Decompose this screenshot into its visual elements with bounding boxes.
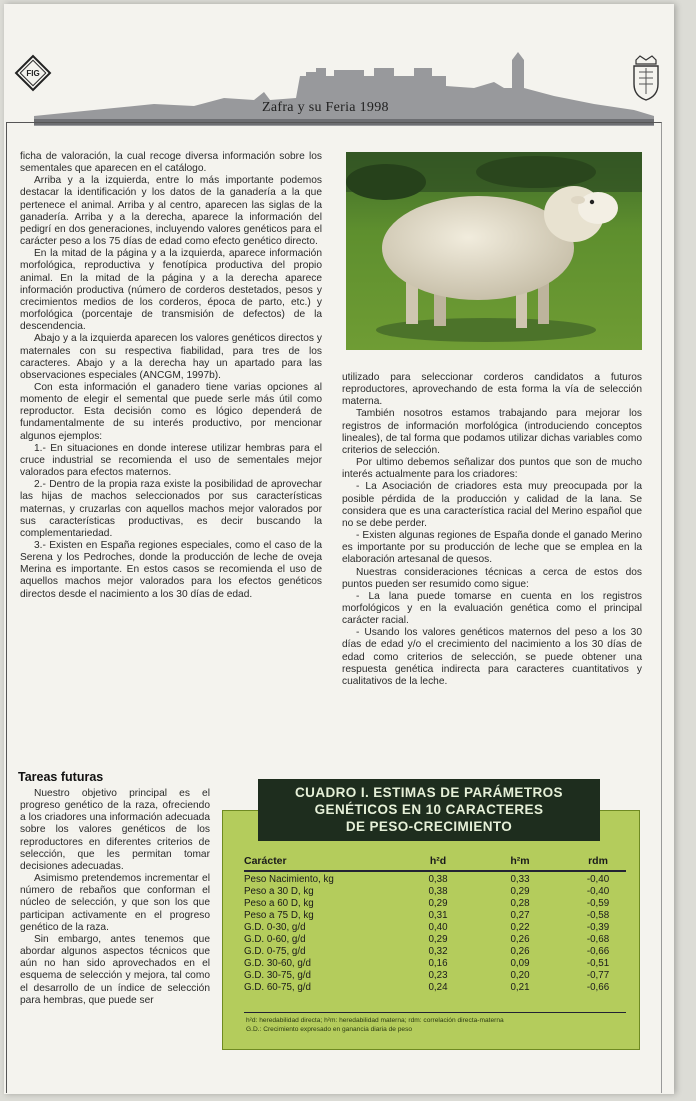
table-cell: -0,58 <box>586 910 610 921</box>
table-row <box>244 874 626 886</box>
table-cell: -0,68 <box>586 934 610 945</box>
table-footnote-line: h²d: heredabilidad directa; h²m: heredabilidad materna; rdm: correlación directa-materna <box>246 1017 504 1024</box>
table-header-cell: h²m <box>510 855 530 867</box>
paragraph: 2.- Dentro de la propia raza existe la posibilidad de aprovechar las hijas de machos seleccionados por sus características maternas, y cruzarlas con aquellos machos mejor valorados por sus características productivas, es decir buscando la complementariedad. <box>20 479 322 539</box>
table-cell: 0,31 <box>428 910 448 921</box>
table-rule <box>244 1012 626 1013</box>
column-right <box>342 372 642 688</box>
paragraph: También nosotros estamos trabajando para mejorar los registros de información morfológica (introduciendo conceptos lineales), de tal forma que podamos utilizar dichas variables como criterios de selección. <box>342 408 642 456</box>
table-row <box>244 910 626 922</box>
paragraph: Abajo y a la izquierda aparecen los valores genéticos directos y maternales con su respectiva fiabilidad, para tres de los caracteres. Abajo y a la derecha hay un apartado para las observaciones especiales (ANCGM, 1997b). <box>20 333 322 381</box>
table-cell: -0,39 <box>586 922 610 933</box>
table-cell: -0,40 <box>586 886 610 897</box>
sheep-photo <box>346 152 642 350</box>
table-cell: G.D. 60-75, g/d <box>244 982 311 993</box>
table-cell: 0,27 <box>510 910 530 921</box>
table-cell: G.D. 30-75, g/d <box>244 970 311 981</box>
table-title-line: GENÉTICOS EN 10 CARACTERES <box>314 802 544 817</box>
table-cell: G.D. 0-60, g/d <box>244 934 306 945</box>
table-cell: -0,66 <box>586 946 610 957</box>
table-cell: -0,77 <box>586 970 610 981</box>
table-cell: 0,16 <box>428 958 448 969</box>
table-cell: 0,09 <box>510 958 530 969</box>
logo-left-text: FIG <box>26 69 40 78</box>
table-cell: 0,28 <box>510 898 530 909</box>
paragraph: 3.- Existen en España regiones especiales, como el caso de la Serena y los Pedroches, donde la producción de leche de oveja Merina es importante. En estos casos se recomienda el uso de aquellos machos mejor valorados para los efectos genéticos directos desde el nacimiento a los 30 días de edad. <box>20 540 322 600</box>
table-header-cell: h²d <box>429 855 447 867</box>
table-cell: 0,20 <box>510 970 530 981</box>
paragraph: - Existen algunas regiones de España donde el ganado Merino es importante por su producción de leche que se emplea en la elaboración artesanal de quesos. <box>342 530 642 566</box>
table-cell: -0,66 <box>586 982 610 993</box>
table-body <box>244 874 626 994</box>
paragraph: - La Asociación de criadores esta muy preocupada por la posible pérdida de la producción y calidad de la lana. Se considera que es una característica racial del Merino español que no se debe perder. <box>342 481 642 529</box>
table-cell: 0,40 <box>428 922 448 933</box>
page <box>4 4 674 1094</box>
page-title: Zafra y su Feria 1998 <box>262 100 389 115</box>
table-title <box>258 779 600 841</box>
table-cell: -0,51 <box>586 958 610 969</box>
table-cell: 0,23 <box>428 970 448 981</box>
table-cell: G.D. 0-75, g/d <box>244 946 306 957</box>
table-row <box>244 970 626 982</box>
column-bottom-left <box>20 788 210 1007</box>
table-cell: 0,29 <box>428 898 448 909</box>
table-cell: 0,38 <box>428 874 448 885</box>
table-header-row <box>244 854 626 872</box>
table-row <box>244 886 626 898</box>
paragraph: Con esta información el ganadero tiene varias opciones al momento de elegir el semental que puede serle más útil como reproductor. Esta decisión como es lógico dependerá de fundamentalmente de su interés productivo, por mencionar algunos ejemplos: <box>20 381 322 442</box>
table-cell: 0,24 <box>428 982 448 993</box>
fig-logo <box>12 52 54 94</box>
table-row <box>244 922 626 934</box>
paragraph: utilizado para seleccionar corderos candidatos a futuros reproductores, aprovechando de esta forma la vía de selección materna. <box>342 372 642 408</box>
table-title-line: DE PESO-CRECIMIENTO <box>345 819 513 834</box>
paragraph: - Usando los valores genéticos maternos del peso a los 30 días de edad y/o el crecimiento del nacimiento a los 30 días de edad como criterios de selección, se puede obtener una respuesta genética indirecta para caracteres cuantitativos y cualitativos de la leche. <box>342 627 642 687</box>
table-cell: 0,29 <box>510 886 530 897</box>
paragraph: Por ultimo debemos señalizar dos puntos que son de mucho interés actualmente para los criadores: <box>342 457 642 481</box>
table-footnote-line: G.D.: Crecimiento expresado en ganancia diaria de peso <box>246 1026 413 1033</box>
paragraph: Nuestras consideraciones técnicas a cerca de estos dos puntos pueden ser resumido como sigue: <box>342 566 642 590</box>
table-footnote <box>246 1016 626 1034</box>
table-header-cell: Carácter <box>244 855 287 867</box>
table-cell: 0,26 <box>510 934 530 945</box>
column-left <box>20 151 322 601</box>
coat-of-arms-icon <box>630 54 662 102</box>
table-cell: 0,33 <box>510 874 530 885</box>
table-cell: 0,26 <box>510 946 530 957</box>
table-cell: G.D. 30-60, g/d <box>244 958 311 969</box>
table-row <box>244 982 626 994</box>
table-title-line: CUADRO I. ESTIMAS DE PARÁMETROS <box>295 785 563 800</box>
table-cell: 0,29 <box>428 934 448 945</box>
table-cell: 0,38 <box>428 886 448 897</box>
table-cell: Peso a 30 D, kg <box>244 886 314 897</box>
table-row <box>244 934 626 946</box>
table-cell: 0,32 <box>428 946 448 957</box>
table-cell: -0,59 <box>586 898 610 909</box>
paragraph: 1.- En situaciones en donde interese utilizar hembras para el cruce industrial se recomienda el uso de sementales mejor valorados para efectos maternos. <box>20 442 322 479</box>
paragraph: Arriba y a la izquierda, entre lo más importante podemos destacar la identificación y los datos de la ganadería a la que pertenece el animal. Arriba y al centro, aparecen las siglas de la ganadería. Arriba y a la derecha, aparece la información del pedigrí en dos generaciones, incluyendo valores genéticos para el carácter peso a los 75 días de edad como efecto genético directo. <box>20 175 322 248</box>
table-cell: G.D. 0-30, g/d <box>244 922 306 933</box>
paragraph: Sin embargo, antes tenemos que abordar algunos aspectos técnicos que aún no han sido aprovechados en el esquema de selección y mejora, tal como el desarrollo de un índice de selección para hembras, que puede ser <box>20 933 210 1006</box>
table-row <box>244 946 626 958</box>
table-cell: -0,40 <box>586 874 610 885</box>
paragraph: En la mitad de la página y a la izquierda, aparece información morfológica, reproductiva y fenotípica productiva del propio animal. En la mitad de la página y a la derecha aparece información productiva (número de corderos destetados, pesos y crecimientos medios de los corderos, época de parto, etc.) y morfológica (porcentaje de transmisión de defectos) de la descendencia. <box>20 248 322 333</box>
table-row <box>244 958 626 970</box>
paragraph: Asimismo pretendemos incrementar el número de rebaños que conforman el núcleo de selección, y que son los que participan activamente en el progreso genético de la raza. <box>20 873 210 933</box>
table-row <box>244 898 626 910</box>
paragraph: Nuestro objetivo principal es el progreso genético de la raza, ofreciendo a los criadores una información adecuada sobre los valores genéticos de los reproductores en diferentes criterios de selección, que les permitan tomar decisiones adecuadas. <box>20 788 210 872</box>
table-header-cell: rdm <box>588 855 608 867</box>
table-cell: Peso a 75 D, kg <box>244 910 314 921</box>
table-cell: 0,21 <box>510 982 530 993</box>
table-cell: Peso a 60 D, kg <box>244 898 314 909</box>
section-heading: Tareas futuras <box>18 770 104 784</box>
table-cell: Peso Nacimiento, kg <box>244 874 334 885</box>
paragraph: - La lana puede tomarse en cuenta en los registros morfológicos y en la evaluación genética como el principal carácter racial. <box>342 590 642 627</box>
paragraph: ficha de valoración, la cual recoge diversa información sobre los sementales que aparecen en el catálogo. <box>20 151 322 175</box>
table-cell: 0,22 <box>510 922 530 933</box>
